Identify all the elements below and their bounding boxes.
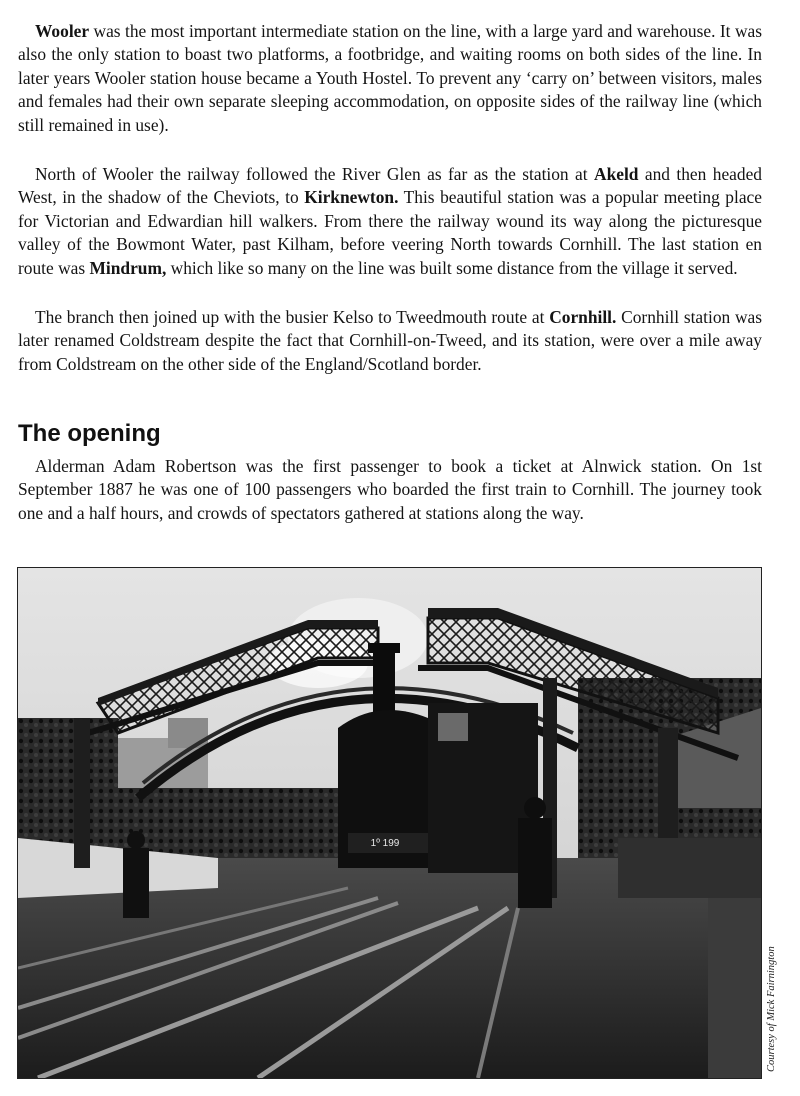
branch-text-2: Cornhill station was later renamed Coldstream despite the fact that Cornhill-on-Tweed, and its station, were over a mile away from Coldstream on the other side of the England/Scotland border. bbox=[18, 307, 762, 374]
mindrum-station: Mindrum, bbox=[89, 257, 167, 278]
north-text-1: North of Wooler the railway followed the River Glen as far as the station at bbox=[35, 164, 595, 184]
cornhill-station: Cornhill. bbox=[549, 307, 617, 327]
historic-photo-opening-train bbox=[17, 567, 762, 1079]
north-text-2: and then headed West, in the shadow of the Cheviots, to bbox=[18, 164, 762, 208]
opening-text: Alderman Adam Robertson was the first passenger to book a ticket at Alnwick station. On 1st September 1887 he was one of 100 passengers who boarded the first train to Cornhill. The journey took one and a half hours, and crowds of spectators gathered at stations along the way. bbox=[18, 456, 762, 523]
paragraph-opening bbox=[18, 455, 762, 525]
paragraph-wooler bbox=[18, 20, 762, 137]
kirknewton-station: Kirknewton. bbox=[304, 187, 399, 208]
photo-scene bbox=[18, 568, 761, 1078]
paragraph-branch bbox=[18, 306, 762, 376]
wooler-text: was the most important intermediate station on the line, with a large yard and warehouse. It was also the only station to boast two platforms, a footbridge, and waiting rooms on both sides of the line. In later years Wooler station house became a Youth Hostel. To prevent any ‘carry on’ between visitors, males and females had their own separate sleeping accommodation, on opposite sides of the railway line (which still remained in use). bbox=[18, 21, 762, 135]
paragraph-north-of-wooler bbox=[18, 163, 762, 280]
engine-number: 1º 199 bbox=[370, 838, 400, 849]
wooler-lead: Wooler bbox=[35, 21, 90, 41]
photo-credit: Courtesy of Mick Fairnington bbox=[766, 946, 777, 1072]
akeld-station: Akeld bbox=[594, 164, 639, 184]
north-text-4: which like so many on the line was built some distance from the village it served. bbox=[166, 257, 738, 278]
north-text-3: This beautiful station was a popular meeting place for Victorian and Edwardian hill walkers. From there the railway wound its way along the picturesque valley of the Bowmont Water, past Kilham, before veering North towards Cornhill. The last station en route was bbox=[18, 187, 762, 278]
branch-text-1: The branch then joined up with the busier Kelso to Tweedmouth route at bbox=[35, 307, 550, 327]
section-heading: The opening bbox=[18, 420, 161, 447]
